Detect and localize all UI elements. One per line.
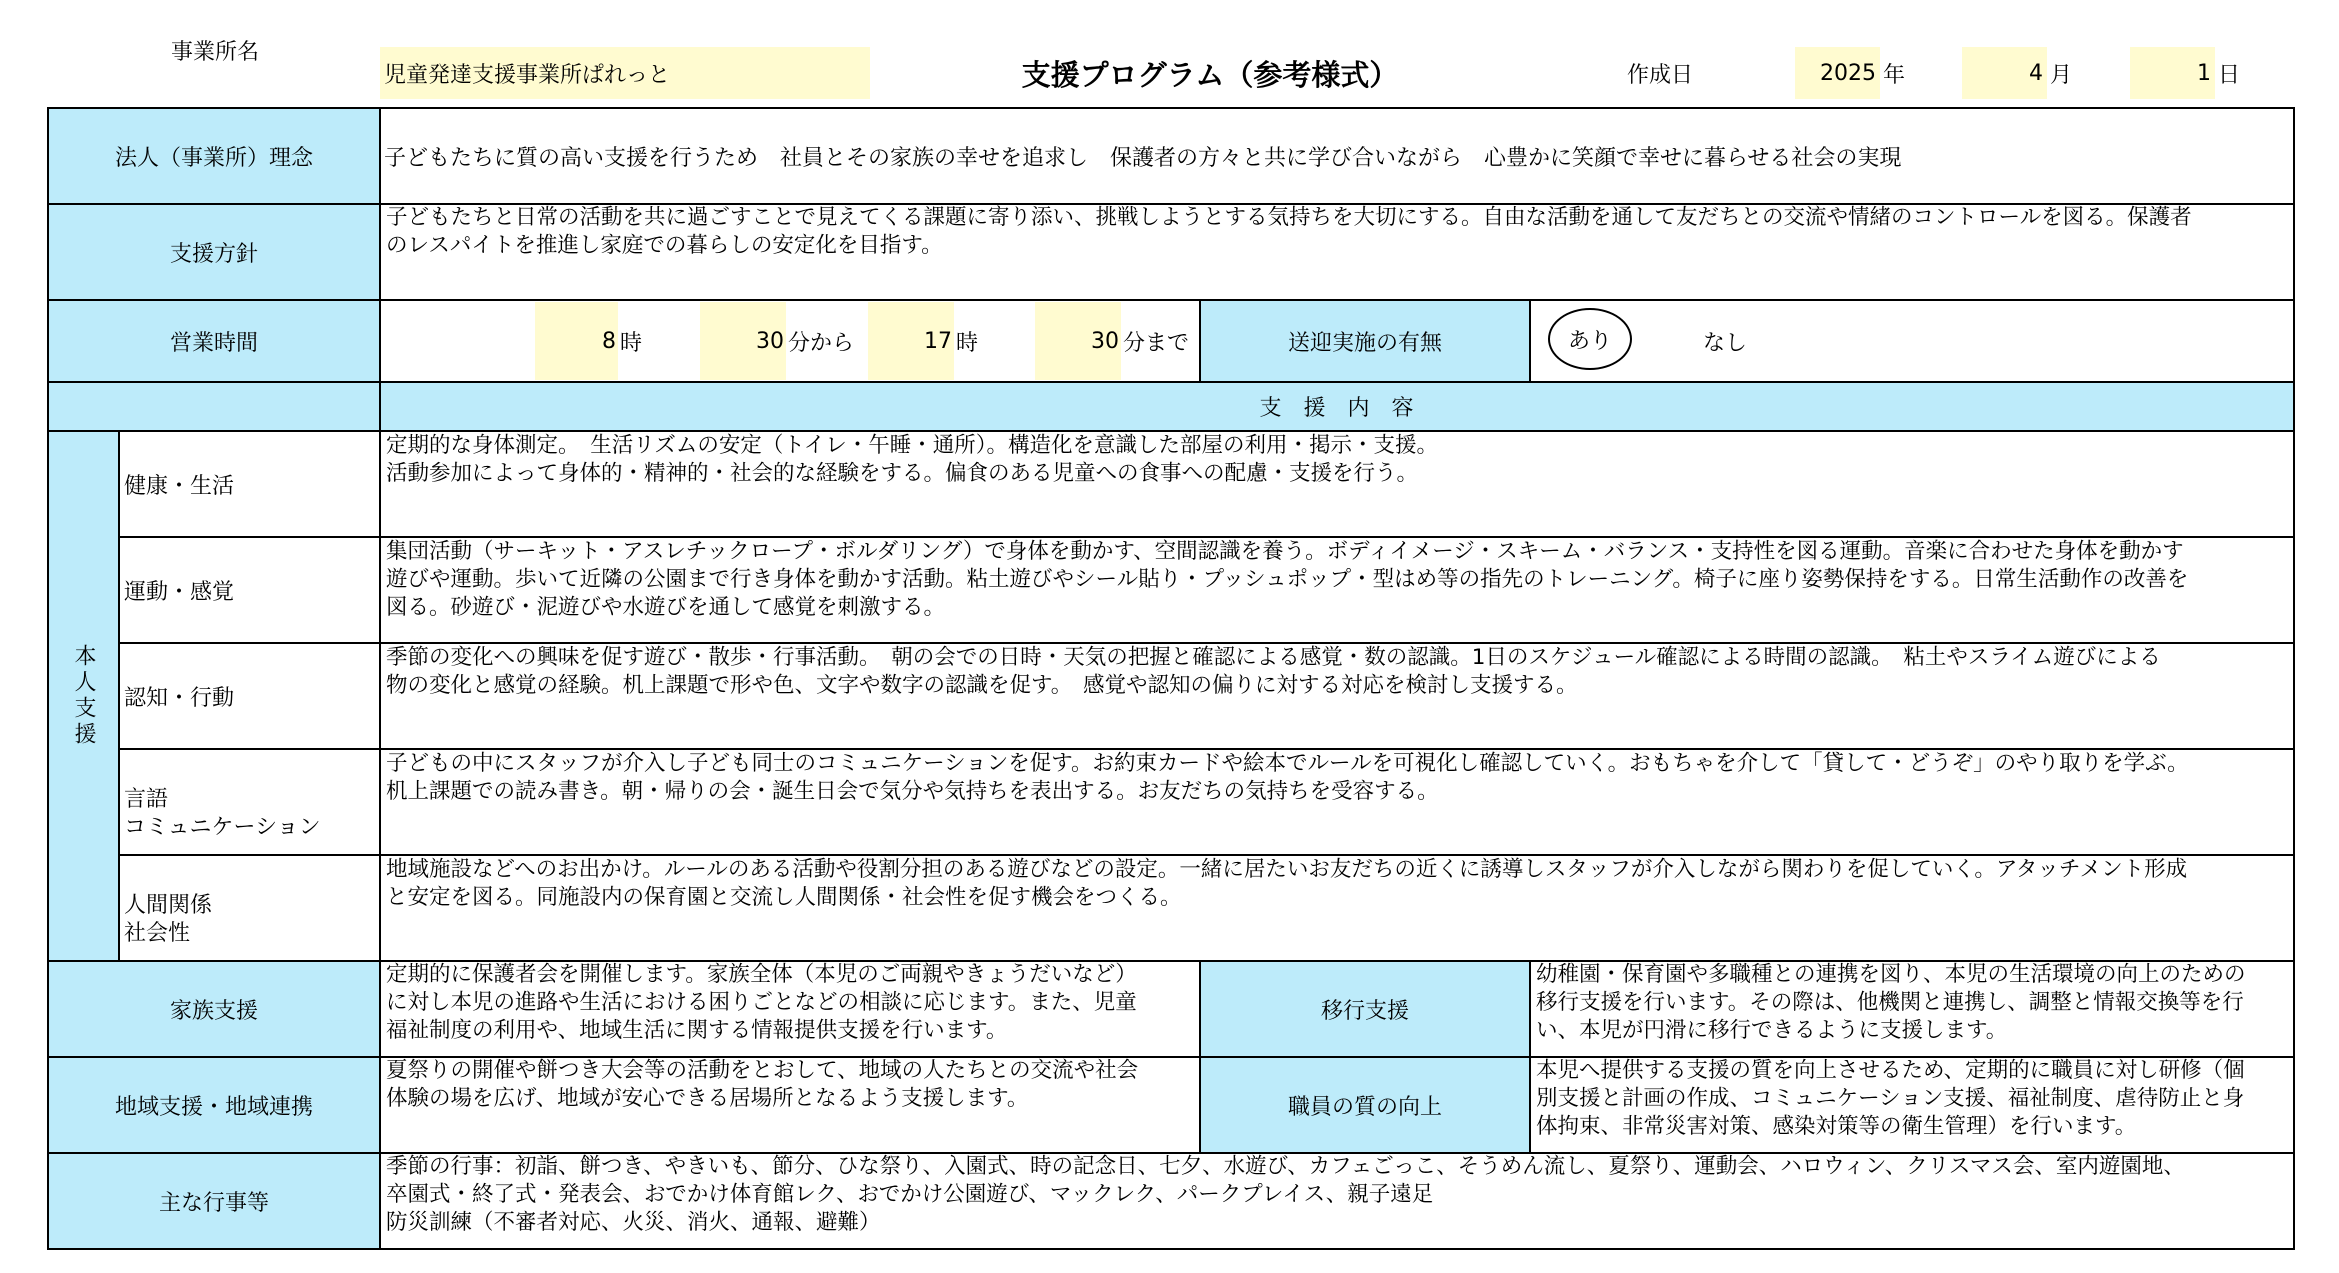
transition-label: 移行支援 <box>1320 998 1409 1024</box>
page-title: 支援プログラム（参考様式） <box>1021 57 1399 92</box>
start-min-field[interactable]: 30 <box>756 328 784 354</box>
philosophy-text: 子どもたちに質の高い支援を行うため 社員とその家族の幸せを追求し 保護者の方々と共に学び合いながら 心豊かに笑顔で幸せに暮らせる社会の実現 <box>384 145 1902 171</box>
hour-unit-2: 時 <box>956 330 979 356</box>
transport-option-no[interactable]: なし <box>1702 330 1747 356</box>
support-content-header: 支 援 内 容 <box>1259 396 1414 421</box>
year-unit: 年 <box>1883 62 1906 88</box>
individual-support-label <box>48 431 119 961</box>
end-hour-field[interactable]: 17 <box>924 328 952 354</box>
created-month-field[interactable]: 4 <box>1962 47 2047 99</box>
grid-line <box>2293 107 2295 1250</box>
row-label-motor: 運動・感覚 <box>124 579 235 605</box>
row-label-cognition: 認知・行動 <box>124 685 235 711</box>
min-until-text: 分まで <box>1123 330 1190 356</box>
office-name-field[interactable]: 児童発達支援事業所ぱれっと <box>380 47 870 99</box>
staff-text: 本児へ提供する支援の質を向上させるため、定期的に職員に対し研修（個 別支援と計画の作成、コミュニケーション支援、福祉制度、虐待防止と身 体拘束、非常災害対策、感染対策等の衛生管理）を行います。 <box>1536 1058 2245 1139</box>
row-label-social: 人間関係 社会性 <box>124 893 213 946</box>
row-text-cognition: 季節の変化への興味を促す遊び・散歩・行事活動。 朝の会での日時・天気の把握と確認による感覚・数の認識。1日のスケジュール確認による時間の認識。 粘土やスライム遊びによる 物の変化と感覚の経験。机上課題で形や色、文字や数字の認識を促す。 感覚や認知の偏りに対する対応を検討し支援する。 <box>386 645 2161 698</box>
office-label: 事業所名 <box>170 39 259 65</box>
policy-text: 子どもたちと日常の活動を共に過ごすことで見えてくる課題に寄り添い、挑戦しようとする気持ちを大切にする。自由な活動を通して友だちとの交流や情緒のコントロールを図る。保護者 のレスパイトを推進し家庭での暮らしの安定化を目指す。 <box>386 205 2192 258</box>
row-label-language: 言語 コミュニケーション <box>124 787 321 840</box>
staff-label: 職員の質の向上 <box>1287 1094 1442 1120</box>
min-from-text: 分から <box>788 330 855 356</box>
start-hour-field[interactable]: 8 <box>602 328 616 354</box>
created-year-field[interactable]: 2025 <box>1795 47 1880 99</box>
transport-option-yes[interactable]: あり <box>1548 308 1632 370</box>
day-unit: 日 <box>2218 62 2241 88</box>
transition-text: 幼稚園・保育園や多職種との連携を図り、本児の生活環境の向上のための 移行支援を行います。その際は、他機関と連携し、調整と情報交換等を行 い、本児が円滑に移行できるように支援します。 <box>1536 962 2246 1043</box>
row-text-social: 地域施設などへのお出かけ。ルールのある活動や役割分担のある遊びなどの設定。一緒に居たいお友だちの近くに誘導しスタッフが介入しながら関わりを促していく。アタッチメント形成 と安定を図る。同施設内の保育園と交流し人間関係・社会性を促す機会をつくる。 <box>386 857 2188 910</box>
transport-label: 送迎実施の有無 <box>1287 330 1442 356</box>
community-text: 夏祭りの開催や餅つき大会等の活動をとおして、地域の人たちとの交流や社会 体験の場を広げ、地域が安心できる居場所となるよう支援します。 <box>386 1058 1139 1111</box>
support-header-left-cell <box>48 382 380 431</box>
row-text-language: 子どもの中にスタッフが介入し子ども同士のコミュニケーションを促す。お約束カードや絵本でルールを可視化し確認していく。おもちゃを介して「貸して・どうぞ」のやり取りを学ぶ。 机上課題での読み書き。朝・帰りの会・誕生日会で気分や気持ちを表出する。お友だちの気持ちを受容する。 <box>386 751 2189 804</box>
events-label: 主な行事等 <box>158 1190 269 1216</box>
row-text-motor: 集団活動（サーキット・アスレチックロープ・ボルダリング）で身体を動かす、空間認識を養う。ボディイメージ・スキーム・バランス・支持性を図る運動。音楽に合わせた身体を動かす 遊びや運動。歩いて近隣の公園まで行き身体を動かす活動。粘土遊びやシール貼り・プッシュポップ・型はめ等の指先のトレーニング。椅子に座り姿勢保持をする。日常生活動作の改善を 図る。砂遊び・泥遊びや水遊びを通して感覚を刺激する。 <box>386 539 2189 620</box>
family-text: 定期的に保護者会を開催します。家族全体（本児のご両親やきょうだいなど） に対し本児の進路や生活における困りごとなどの相談に応じます。また、児童 福祉制度の利用や、地域生活に関する情報提供支援を行います。 <box>386 962 1137 1043</box>
created-day-field[interactable]: 1 <box>2130 47 2215 99</box>
hour-unit-1: 時 <box>620 330 643 356</box>
created-date-label: 作成日 <box>1626 62 1693 88</box>
community-label: 地域支援・地域連携 <box>114 1094 313 1120</box>
hours-label: 営業時間 <box>169 330 258 356</box>
family-label: 家族支援 <box>169 998 258 1024</box>
month-unit: 月 <box>2050 62 2073 88</box>
philosophy-label: 法人（事業所）理念 <box>114 145 313 171</box>
row-label-health: 健康・生活 <box>124 473 235 499</box>
end-min-field[interactable]: 30 <box>1091 328 1119 354</box>
policy-label: 支援方針 <box>169 241 258 267</box>
row-text-health: 定期的な身体測定。 生活リズムの安定（トイレ・午睡・通所）。構造化を意識した部屋の利用・掲示・支援。 活動参加によって身体的・精神的・社会的な経験をする。偏食のある児童への食事への配慮・支援を行う。 <box>386 433 1439 486</box>
events-text: 季節の行事：初詣、餅つき、やきいも、節分、ひな祭り、入園式、時の記念日、七夕、水遊び、カフェごっこ、そうめん流し、夏祭り、運動会、ハロウィン、クリスマス会、室内遊園地、 卒園式・終了式・発表会、おでかけ体育館レク、おでかけ公園遊び、マックレク、パークプレイス、親子遠足 防災訓練（不審者対応、火災、消火、通報、避難） <box>386 1154 2185 1235</box>
individual-support-label-text: 本人支援 <box>71 644 96 748</box>
